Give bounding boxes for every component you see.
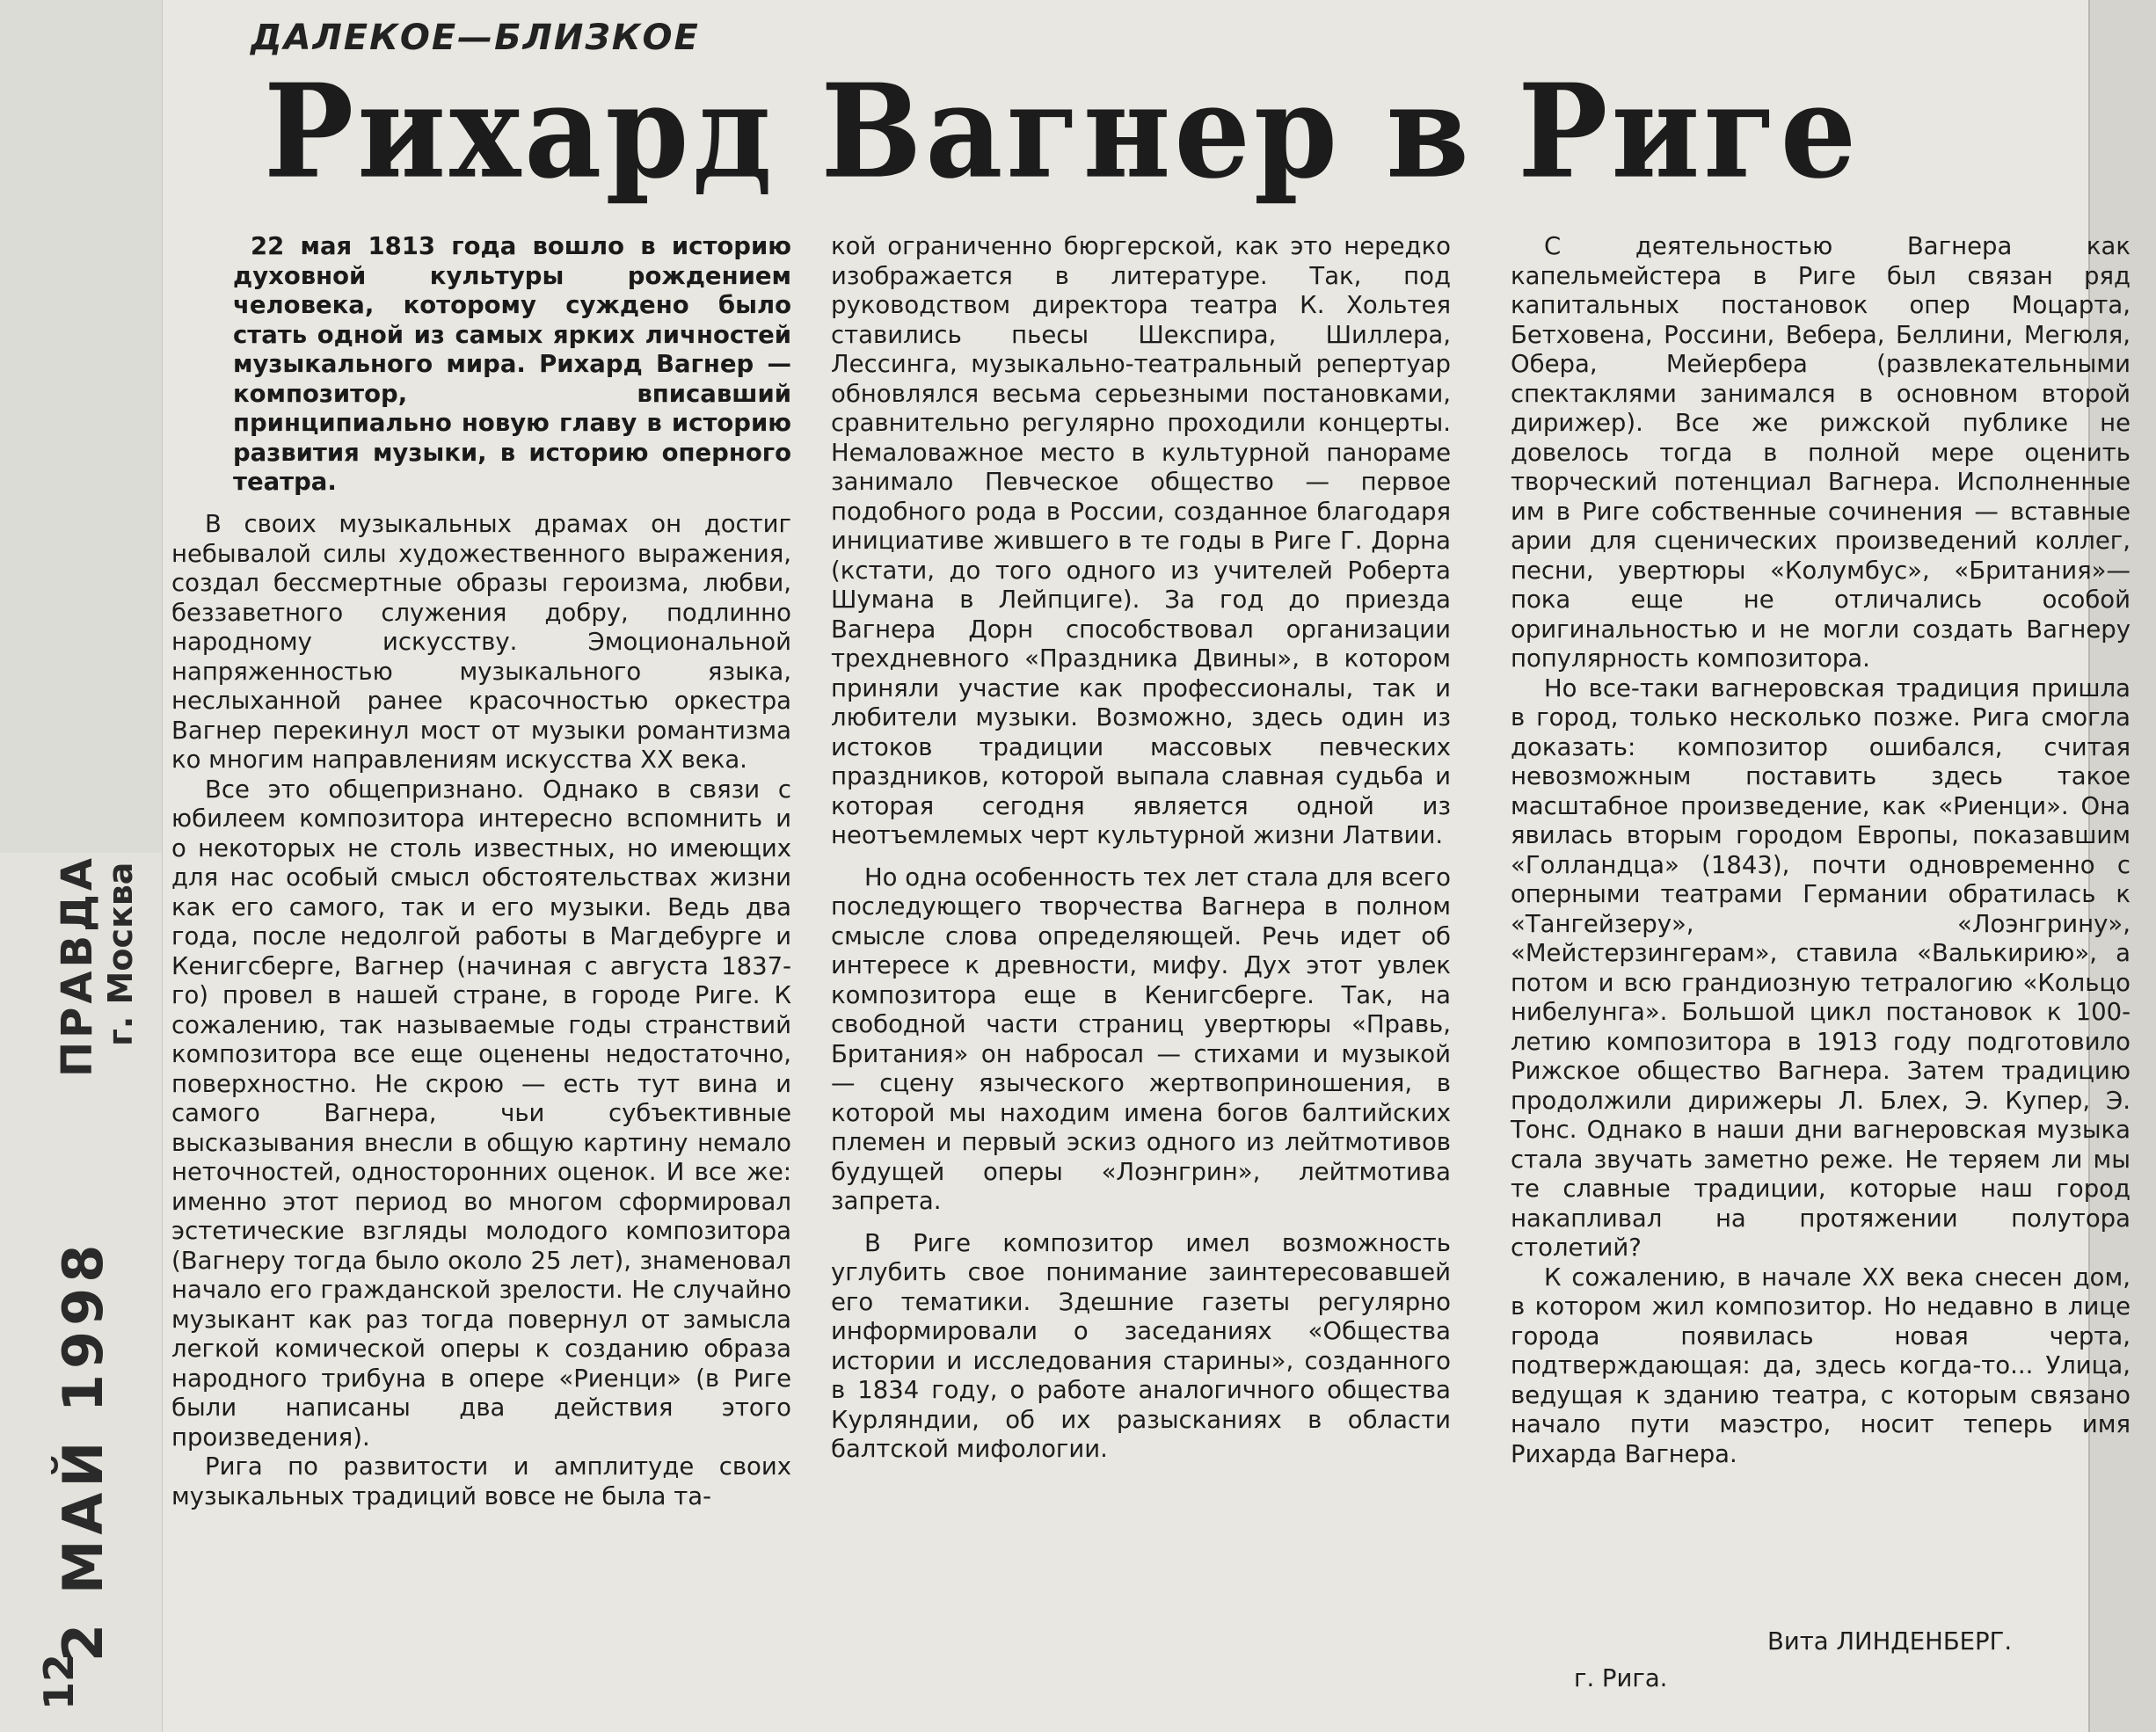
paragraph: Но одна особенность тех лет стала для всего последующего творчества Вагнера в полном смысле слова определяющей. Речь идет об интересе к древности, мифу. Дух этот увлек композитора еще в Кенигсберге. Так, на свободной части страниц увертюры «Правь, Британия» он набросал — стихами и музыкой — сцену языческого жертвоприношения, в которой мы находим имена богов балтийских племен и первый эскиз одного из лейтмотивов будущей оперы «Лоэнгрин», лейтмотива запрета. [831, 862, 1451, 1215]
paragraph: Но все-таки вагнеровская традиция пришла в город, только несколько позже. Рига смогла доказать: композитор ошибался, считая невозможным поставить здесь такое масштабное произведение, как «Риенци». Она явилась вторым городом Европы, показавшим «Голландца» (1843), почти одновременно с оперными театрами Германии обратилась к «Тангейзеру», «Лоэнгрину», «Мейстерзингерам», ставила «Валькирию», а потом и всю грандиозную тетралогию «Кольцо нибелунга». Большой цикл постановок к 100-летию композитора в 1913 году подготовило Рижское общество Вагнера. Затем традицию продолжили дирижеры Л. Блех, Э. Купер, Э. Тонс. Однако в наши дни вагнеровская музыка стала звучать заметно реже. Не теряем ли мы те славные традиции, которые наш город накапливал на протяжении полутора столетий? [1511, 673, 2131, 1262]
article-column-3 [1511, 232, 2131, 1469]
lead-paragraph: 22 мая 1813 года вошло в историю духовной культуры рождением человека, которому суждено было стать одной из самых ярких личностей музыкального мира. Рихард Вагнер — композитор, вписавший принципиально новую главу в историю развития музыки, в историю оперного театра. [233, 232, 791, 496]
stamp-city: г. Москва [101, 862, 140, 1046]
paragraph: Рига по развитости и амплитуде своих музыкальных традиций вовсе не была та- [171, 1452, 791, 1510]
stamp-date: 2 МАЙ 1998 [51, 1239, 115, 1662]
paragraph: Все это общепризнано. Однако в связи с юбилеем композитора интересно вспомнить и о некоторых не столь известных, но имеющих для нас особый смысл обстоятельствах жизни как его самого, так и его музыки. Ведь два года, после недолгой работы в Магдебурге и Кенигсберге, Вагнер (начиная с августа 1837-го) провел в нашей стране, в городе Риге. К сожалению, так называемые годы странствий композитора все еще оценены недостаточно, поверхностно. Не скрою — есть тут вина и самого Вагнера, чьи субъективные высказывания внесли в общую картину немало неточностей, односторонних оценок. И все же: именно этот период во многом сформировал эстетические взгляды молодого композитора (Вагнеру тогда было около 25 лет), знаменовал начало его гражданской зрелости. Не случайно музыкант как раз тогда повернул от замысла легкой комической оперы к созданию образа народного трибуна в опере «Риенци» (в Риге были написаны два действия этого произведения). [171, 775, 791, 1452]
headline: Рихард Вагнер в Риге [264, 55, 1861, 208]
paragraph: В своих музыкальных драмах он достиг небывалой силы художественного выражения, создал бессмертные образы героизма, любви, беззаветного служения добру, подлинно народному искусству. Эмоциональной напряженностью музыкального языка, неслыханной ранее красочностью оркестра Вагнер перекинул мост от музыки романтизма ко многим направлениям искусства XX века. [171, 510, 791, 774]
author-signature: Вита ЛИНДЕНБЕРГ. [1767, 1627, 2013, 1656]
paragraph: С деятельностью Вагнера как капельмейстера в Риге был связан ряд капитальных постановок опер Моцарта, Бетховена, Россини, Вебера, Беллини, Мегюля, Обера, Мейербера (развлекательными спектаклями занимался в основном второй дирижер). Все же рижской публике не довелось тогда в полной мере оценить творческий потенциал Вагнера. Исполненные им в Риге собственные сочинения — вставные арии для сценических произведений коллег, песни, увертюры «Колумбус», «Британия»—пока еще не отличались особой оригинальностью и не могли создать Вагнеру популярность композитора. [1511, 232, 2131, 673]
stamp-number: 12 [35, 1653, 83, 1710]
article-lead [233, 232, 791, 498]
rubric: ДАЛЕКОЕ—БЛИЗКОЕ [251, 18, 700, 58]
paragraph: К сожалению, в начале XX века снесен дом, в котором жил композитор. Но недавно в лице города появилась новая черта, подтверждающая: да, здесь когда-то... Улица, ведущая к зданию театра, с которым связано начало пути маэстро, носит теперь имя Рихарда Вагнера. [1511, 1263, 2131, 1468]
paragraph: кой ограниченно бюргерской, как это нередко изображается в литературе. Так, под руководством директора театра К. Хольтея ставились пьесы Шекспира, Шиллера, Лессинга, музыкально-театральный репертуар обновлялся весьма серьезными постановками, сравнительно регулярно проходили концерты. Немаловажное место в культурной панораме занимало Певческое общество — первое подобного рода в России, созданное благодаря инициативе жившего в те годы в Риге Г. Дорна (кстати, до того одного из учителей Роберта Шумана в Лейпциге). За год до приезда Вагнера Дорн способствовал организации трехдневного «Праздника Двины», в котором приняли участие как профессионалы, так и любители музыки. Возможно, здесь один из истоков традиции массовых певческих праздников, которой выпала славная судьба и которая сегодня является одной из неотъемлемых черт культурной жизни Латвии. [831, 232, 1451, 849]
paragraph: В Риге композитор имел возможность углубить свое понимание заинтересовавшей его тематики. Здешние газеты регулярно информировали о заседаниях «Общества истории и исследования старины», созданного в 1834 году, о работе аналогичного общества Курляндии, об их разысканиях в области балтской мифологии. [831, 1228, 1451, 1463]
article-column-1 [171, 510, 791, 1511]
dateline-place: г. Рига. [1574, 1664, 1668, 1692]
article-column-2 [831, 232, 1451, 1465]
stamp-newspaper-name: ПРАВДА [53, 855, 102, 1077]
